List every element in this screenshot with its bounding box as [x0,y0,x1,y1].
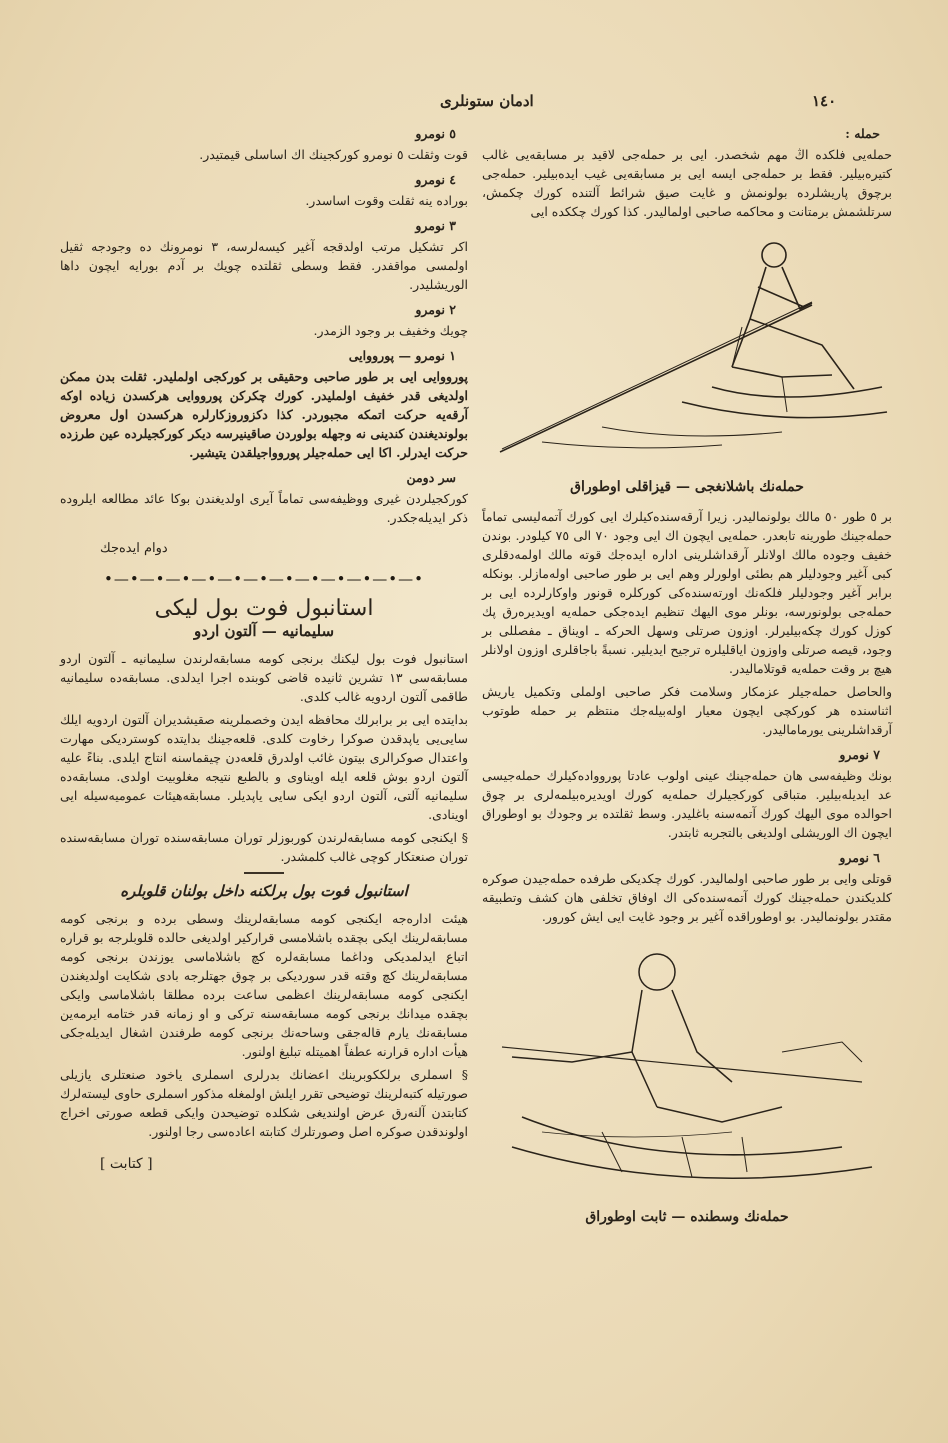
section-label: حمله : [845,126,880,141]
rower-sliding-seat-image [482,227,892,467]
paragraph: چویك وخفیف بر وجود الزمدر. [313,323,468,338]
figure-caption: حمله‌نك باشلانغجی — قیزاقلی اوطوراق [570,479,804,495]
paragraph: § ایکنجی کومه مسابقه‌لرندن کوربوزلر توران مسابقه‌سنده توران مسابقه‌سنده توران صنعتکار کوچی غالب کلمشدر. [60,830,468,864]
subheading: ٥ نومرو [415,126,456,141]
divider [244,872,284,874]
notice-title: استانبول فوت بول برلکنه داخل بولنان قلوبلره [120,882,408,900]
to-be-continued: دوام ایده‌جك [100,541,168,556]
paragraph: هیئت اداره‌جه ایکنجی کومه مسابقه‌لرینك وسطی برده و برنجی کومه مسابقه‌لرینك ایکی بچقده باشلامسی قرارکیر اولدیغی حالده قلوبلرجه بو قراره اتباع ایدلمدیکی وداغما مسابقه‌لره کچ باشلاماسی یوزندن برنجی کومه مسابقه‌لرینك کچ وقته قدر سوردیکی بر چوق جهتلرجه بادی شکایت اولدیغندن ایکنجی کومه مسابقه‌لرینك اعظمی ساعت برده مطلقا باشلاماسی وایکی بچقده میدانك برنجی کومه مسابقه‌سنه ترکی و او زمانه قدر ختامه ایرمه‌ین مسابقه‌نك یارم قاله‌جقی وساحه‌نك برنجی کومه طرفندن اشغال ایدیله‌جکی هیأت اداره قرارنه عطفاً اهمیتله تبلیغ اولنور. [60,911,468,1059]
match-title: سلیمانیه — آلتون اردو [193,622,335,640]
rower-fixed-seat-image [482,932,892,1197]
rowing-illustration-1 [482,227,892,472]
paragraph: قوت وثقلت ٥ نومرو کورکجینك اك اساسلی قیمتیدر. [199,147,468,162]
running-title: ادمان ستونلری [440,92,534,110]
subheading: ١ نومرو — پورووایی [348,348,456,363]
subheading: سر دومن [406,470,456,485]
right-column [482,118,892,1237]
signature: [ کتابت ] [100,1156,153,1172]
ornamental-separator: •—•—•—•—•—•—•—•—•—•—•—•—• [103,570,425,588]
paragraph: کورکجیلردن غیری ووظیفه‌سی تماماً آیری اولدیغندن بوکا عائد مطالعه ایلروده ذکر ایدیله‌جکدر. [60,491,468,525]
paragraph: استانبول فوت بول لیکنك برنجی کومه مسابقه‌لرندن سلیمانیه ـ آلتون اردو مسابقه‌سی ١٣ تشرین ثانیده قاضی کوبنده اجرا ایدلدی. مسابقه‌ده سلیمانیه طاقمی آلتون اردویه غالب کلدی. [60,651,468,704]
paragraph: بدایتده ایی بر برابرلك محافظه ایدن وخصملرینه صقیشدیران آلتون اردویه ایلك سایی‌یی یاپدقدن صوکرا رخاوت کلدی. قلعه‌جینك بدایتده کوستردیکی مهارت واعتدال صوکرالری بیتون غائب اولدرق قلعه‌دن چیقماسنه انتاج ایلدی. بناءً علیه آلتون اردو بوش قلعه ایله اویناوی و بالطبع نتیجه مغلوبیت اولدی. مسابقه‌ده سلیمانیه آلتی، آلتون اردو ایکی سایی یاپدیلر. مسابقه‌هیئات عمومیه‌سیله ایی اوینادی. [60,712,468,822]
paragraph: بونك وظیفه‌سی هان حمله‌جینك عینی اولوب عادتا پورووادەکیلرك حمله‌جیسی عد ایدیله‌بیلیر. متباقی کورکجیلرك حمله‌یه کورك اویدیره‌بیلمه‌لری بر چوق احوالده موی الیهك کورك آتمه‌سنه باغلیدر. وسط ثقلتده بر وجودك بو اوطوراق ایچون اك الوریشلی اولدیغی بالتجربه ثابتدر. [482,768,892,840]
subheading: ٦ نومرو [839,850,880,865]
subheading: ٣ نومرو [415,218,456,233]
paragraph: حمله‌یی فلکده‌ اڭ مهم شخصدر. ایی بر حمله‌جی لاقید بر مسابقه‌یی غالب کتیره‌بیلیر. فقط بر حمله‌جی ایسه ایی بر مسابقه‌یی غیب ایده‌بیلیر. حمله‌جی برچوق پاریشلرده بولونمش و غایت صیق شرائط آلتنده کورك چکمش، سرتلشمش برمتانت و محاکمه صاحبی اولمالیدر. کذا کورك چککده ایی [482,147,892,219]
paragraph: اکر تشکیل مرتب اولدقجه آغیر کیسه‌لرسه، ٣ نومرونك ده وجودجه ثقیل اولمسی مواقفدر. فقط وسطی ثقلتده چویك بر آدم بورایه ایچون داها الوریشلیدر. [60,239,468,292]
rowing-illustration-2 [482,932,892,1202]
figure-caption: حمله‌نك وسطنده — ثابت اوطوراق [585,1209,789,1225]
paragraph: پورووایی ایی بر طور صاحبی وحقیقی بر کورکجی اولملیدر. ثقلت بدن ممکن اولدیغی قدر خفیف اولملیدر. کورك چکرکن پورووایی هرکسدن زیاده اوکه آرقه‌یه حرکت اتمکه مجبوردر. کذا دکزوروزکارلره هرکسدن اول معروض بولوندیغندن کندینی نه وجهله بولوردن صاقینیرسه دیکر کورکجیلرده عین طرزده حرکت ایدرلر. اکا ایی حمله‌جیلر پوروواجیلقدن یتیشیر. [60,369,468,460]
paragraph: § اسملری برلککوبرینك اعضانك بدرلری اسملری یاخود صنعتلری یازیلی صورتیله کتبه‌لرینك توضیحی تقرر ایلش اولمغله مذکور اسملری حاوی لیسته‌لرك کتابتدن آلنه‌رق عرض اولندیغی شکلده توضیحدن وایکی قطعه صورتی اخراج اولوندقدن صوکره اصل وصورتلرك کتابته اعاده‌سی رجا اولنور. [60,1067,468,1139]
left-column [60,118,468,1188]
page-number: ١٤٠ [812,92,837,110]
subheading: ٢ نومرو [415,302,456,317]
paragraph: بوراده ینه ثقلت وقوت اساسدر. [305,193,468,208]
paragraph: والحاصل حمله‌جیلر عزمکار وسلامت فکر صاحبی اولملی وتکمیل یاریش اثناسنده هر کورکچی ایچون معیار اوله‌بیله‌جك منتظم بر حمله طوتوب آرقداشلرینی یورمامالیدر. [482,684,892,737]
paragraph: بر ٥ طور ٥٠ مالك بولونمالیدر. زیرا آرقه‌سنده‌کیلرك ایی کورك آتمه‌لیسی تماماً حمله‌جینك طورینه تابعدر. حمله‌یی ایچون اك ایی وجود ٧٠ الی ٧٥ کیلودر. بوندن خفیف وجوده مالك اولانلر آرقداشلرینی اداره ایده‌جك قوته مالك اولمه‌دقلری کبی آغیر وجودلیلر هم بطئی اولورلر وهم ایی بر طور صاحبی اوله‌مازلر. بونکله برابر آغیر وجودلیلر فلکه‌نك اورته‌سنده‌کی کورکلره قونور واوکارلرده ایی بر حمله‌جی بولونورسه، بونلر موی الیهك تنظیم ایده‌جکی حمله‌یه اویدیره‌رق پك کوزل کورك چکه‌بیلیرلر. اوزون صرتلی وسهل الحرکه ـ اویناق ـ مفصللی بر وجود، قیصه صرتلی واوزون ایاقلیلره ترجیح ایدیلیر. نسبةً باجاقلری اوزون اولانلر هیچ بر وقت حمله‌یه قوتلامالیدر. [482,509,892,676]
paragraph: قوتلی وایی بر طور صاحبی اولمالیدر. کورك چکدیکی طرفده حمله‌جیدن صوکره کلدیکندن حمله‌جینك کورك آتمه‌سنده‌کی اك اوفاق تخلفی هان کشف وتطبیقه مقتدر بولونمالیدر. بو اوطوراقده آغیر بر وجود غایت ایی ایش کورور. [482,871,892,924]
subheading: ٧ نومرو [839,747,880,762]
subheading: ٤ نومرو [415,172,456,187]
article-title: استانبول فوت بول لیکی [154,596,374,621]
